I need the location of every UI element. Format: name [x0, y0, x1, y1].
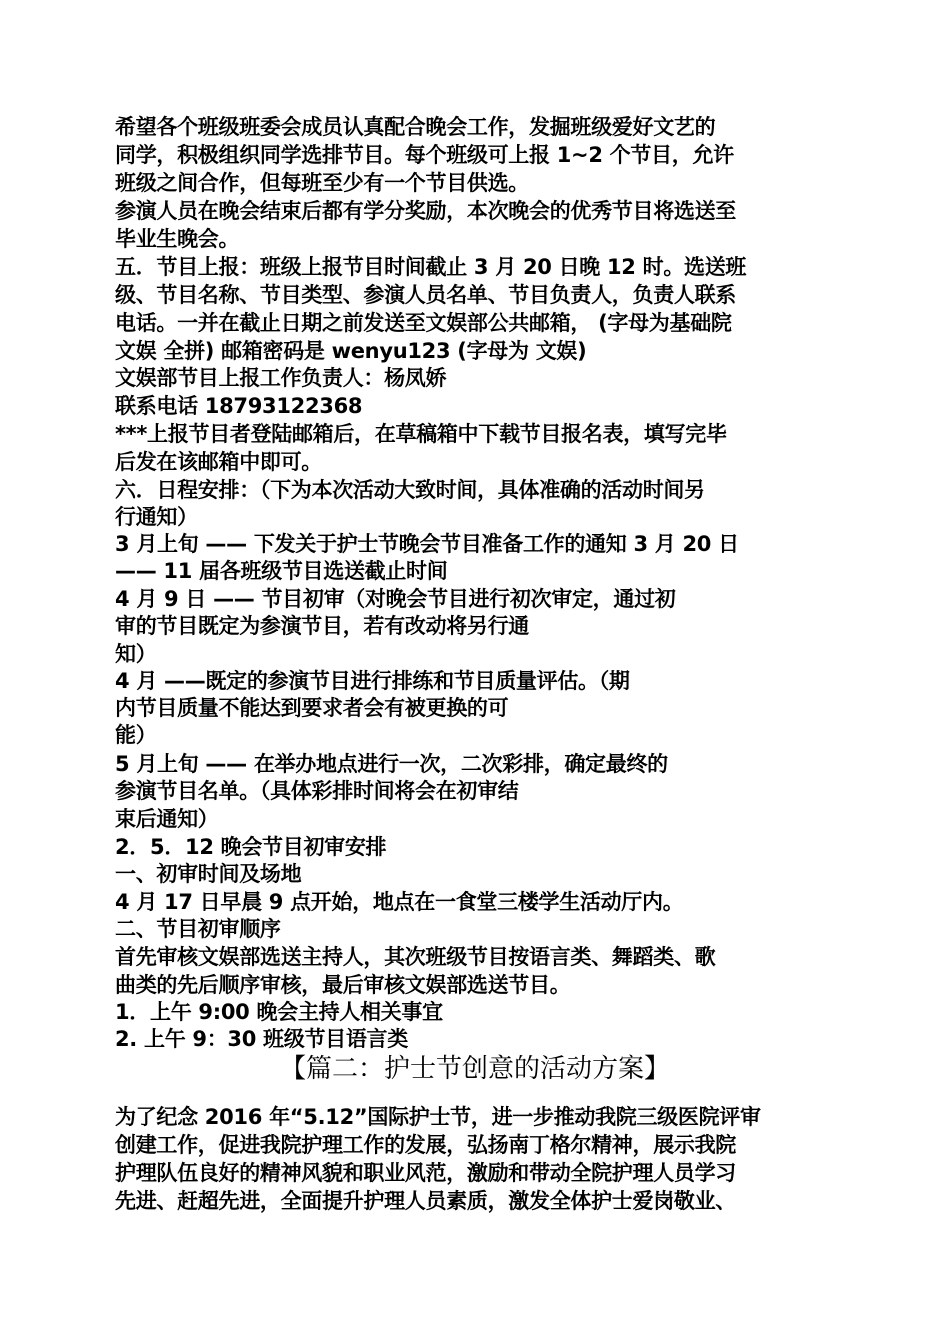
body-text-line: 班级之间合作，但每班至少有一个节目供选。 — [115, 171, 529, 195]
body-text-line: 2．5．12 晚会节目初审安排 — [115, 835, 387, 859]
body-text-line: 能） — [115, 723, 157, 747]
body-text-line: 4 月 17 日早晨 9 点开始，地点在一食堂三楼学生活动厅内。 — [115, 890, 684, 914]
body-text-line: 文娱 全拼) 邮箱密码是 wenyu123 (字母为 文娱) — [115, 339, 587, 363]
body-text-line: 首先审核文娱部选送主持人，其次班级节目按语言类、舞蹈类、歌 — [115, 945, 716, 969]
section2-text-line: 创建工作，促进我院护理工作的发展，弘扬南丁格尔精神，展示我院 — [115, 1133, 736, 1157]
body-text-line: 审的节目既定为参演节目，若有改动将另行通 — [115, 614, 529, 638]
body-text-line: 3 月上旬 —— 下发关于护士节晚会节目准备工作的通知 3 月 20 日 — [115, 532, 739, 556]
body-text-line: 5 月上旬 —— 在举办地点进行一次，二次彩排，确定最终的 — [115, 752, 668, 776]
body-text-line: 2. 上午 9：30 班级节目语言类 — [115, 1027, 408, 1051]
body-text-line: 六．日程安排：（下为本次活动大致时间，具体准确的活动时间另 — [115, 478, 705, 502]
body-text-line: 4 月 9 日 —— 节目初审（对晚会节目进行初次审定，通过初 — [115, 587, 676, 611]
body-text-line: 希望各个班级班委会成员认真配合晚会工作，发掘班级爱好文艺的 — [115, 115, 716, 139]
section2-text-line: 先进、赶超先进，全面提升护理人员素质，激发全体护士爱岗敬业、 — [115, 1189, 736, 1213]
section2-text-line: 护理队伍良好的精神风貌和职业风范，激励和带动全院护理人员学习 — [115, 1161, 736, 1185]
body-text-line: —— 11 届各班级节目选送截止时间 — [115, 559, 448, 583]
body-text-line: 文娱部节目上报工作负责人：杨凤娇 — [115, 366, 447, 390]
body-text-line: 知） — [115, 642, 157, 666]
body-text-line: 级、节目名称、节目类型、参演人员名单、节目负责人，负责人联系 — [115, 283, 736, 307]
body-text-line: 五．节目上报：班级上报节目时间截止 3 月 20 日晚 12 时。选送班 — [115, 255, 747, 279]
body-text-line: 4 月 ——既定的参演节目进行排练和节目质量评估。（期 — [115, 669, 630, 693]
body-text-line: 曲类的先后顺序审核，最后审核文娱部选送节目。 — [115, 973, 571, 997]
body-text-line: 电话。一并在截止日期之前发送至文娱部公共邮箱， (字母为基础院 — [115, 311, 732, 335]
body-text-line: ***上报节目者登陆邮箱后，在草稿箱中下载节目报名表，填写完毕 — [115, 422, 727, 446]
body-text-line: 参演节目名单。（具体彩排时间将会在初审结 — [115, 779, 519, 803]
body-text-line: 行通知） — [115, 505, 198, 529]
body-text-line: 1．上午 9:00 晚会主持人相关事宜 — [115, 1000, 443, 1024]
section2-text-line: 为了纪念 2016 年“5.12”国际护士节，进一步推动我院三级医院评审 — [115, 1105, 761, 1129]
body-text-line: 同学，积极组织同学选排节目。每个班级可上报 1~2 个节目，允许 — [115, 143, 734, 167]
body-text-line: 二、节目初审顺序 — [115, 917, 281, 941]
body-text-line: 毕业生晚会。 — [115, 227, 240, 251]
body-text-line: 后发在该邮箱中即可。 — [115, 450, 322, 474]
body-text-line: 参演人员在晚会结束后都有学分奖励，本次晚会的优秀节目将选送至 — [115, 199, 736, 223]
body-text-line: 内节目质量不能达到要求者会有被更换的可 — [115, 696, 509, 720]
section-title: 【篇二：护士节创意的活动方案】 — [279, 1054, 670, 1084]
body-text-line: 一、初审时间及场地 — [115, 862, 302, 886]
body-text-line: 束后通知） — [115, 807, 219, 831]
body-text-line: 联系电话 18793122368 — [115, 394, 363, 418]
